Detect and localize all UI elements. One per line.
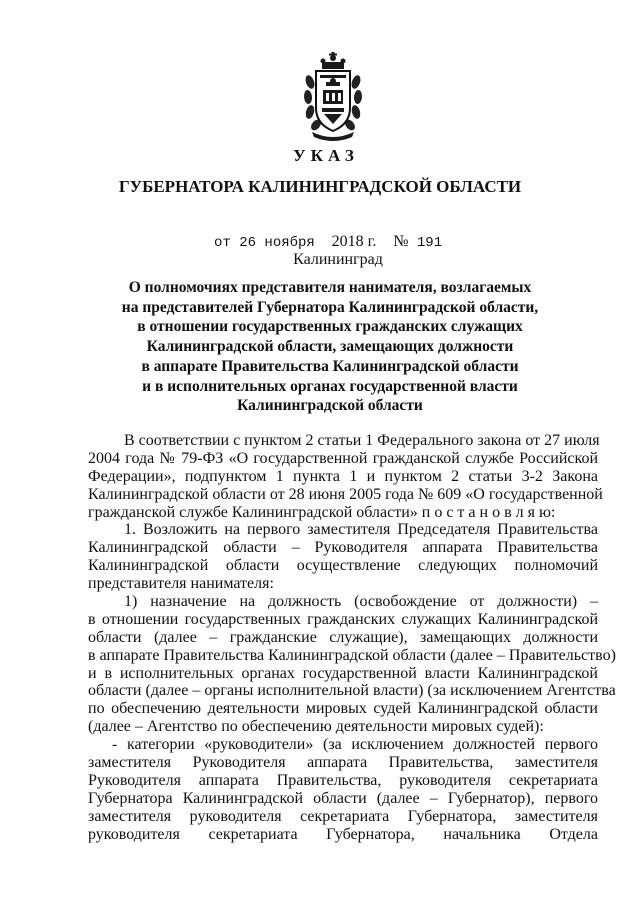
body-line: Калининградской области осуществление следующих полномочий <box>88 557 598 575</box>
body-line: заместителя руководителя секретариата Губернатора, заместителя <box>88 807 598 825</box>
decree-type-title: УКАЗ <box>293 146 359 165</box>
body-line: Губернатора Калининградской области (далее – Губернатор), первого <box>88 789 598 807</box>
subject-line: на представителей Губернатора Калининградской области, <box>121 298 539 316</box>
decree-date-number <box>214 233 442 251</box>
coat-of-arms-emblem <box>302 52 364 142</box>
date-year: 2018 г. <box>331 233 377 250</box>
subject-line: Калининградской области, замещающих должности <box>146 338 514 356</box>
date-prefix: от <box>214 235 231 251</box>
city-name: Калининград <box>293 251 383 268</box>
body-line: В соответствии с пунктом 2 статьи 1 Федерального закона от 27 июля <box>124 432 600 449</box>
number-sign: № <box>393 233 409 250</box>
body-line: 1. Возложить на первого заместителя Председателя Правительства <box>124 521 598 539</box>
body-line: 2004 года № 79-ФЗ «О государственной гражданской службе Российской <box>88 449 598 467</box>
body-line: области (далее – гражданские служащие), замещающих должности <box>88 628 598 646</box>
body-line: Калининградской области – Руководителя аппарата Правительства <box>88 539 598 557</box>
body-line: гражданской службе Калининградской области» п о с т а н о в л я ю: <box>88 503 556 521</box>
subject-line: О полномочиях представителя нанимателя, возлагаемых <box>128 279 532 296</box>
subject-line: Калининградской области <box>237 397 423 415</box>
body-line: и в исполнительных органах государственной власти Калининградской <box>88 664 598 682</box>
subject-line: в отношении государственных гражданских служащих <box>137 318 523 336</box>
date-day-month: 26 ноября <box>239 235 315 251</box>
body-line: представителя нанимателя: <box>88 575 274 593</box>
body-line: Руководителя аппарата Правительства, руководителя секретариата <box>88 771 598 789</box>
subject-line: и в исполнительных органах государственной власти <box>142 377 518 395</box>
body-line: в аппарате Правительства Калининградской области (далее – Правительство) <box>88 646 616 664</box>
decree-subject <box>60 278 600 416</box>
body-line: руководителя секретариата Губернатора, начальника Отдела <box>88 825 598 843</box>
body-line: - категории «руководители» (за исключением должностей первого <box>112 736 598 754</box>
decree-number: 191 <box>416 235 443 251</box>
body-line: по обеспечению деятельности мировых судей Калининградской области <box>88 700 598 718</box>
body-line: в отношении государственных гражданских служащих Калининградской <box>88 610 598 628</box>
body-line: Федерации», подпунктом 1 пункта 1 и пунктом 2 статьи 3-2 Закона <box>88 467 598 485</box>
body-line: заместителя Руководителя аппарата Правительства, заместителя <box>88 754 598 772</box>
issuing-authority: ГУБЕРНАТОРА КАЛИНИНГРАДСКОЙ ОБЛАСТИ <box>118 177 522 196</box>
decree-body <box>88 432 616 843</box>
body-line: (далее – Агентство по обеспечению деятельности мировых судей): <box>88 718 544 736</box>
body-line: 1) назначение на должность (освобождение от должности) – <box>124 593 598 611</box>
subject-line: в аппарате Правительства Калининградской области <box>141 357 519 375</box>
body-line: Калининградской области от 28 июня 2005 года № 609 «О государственной <box>88 485 603 503</box>
body-line: области (далее – органы исполнительной власти) (за исключением Агентства <box>88 682 616 700</box>
